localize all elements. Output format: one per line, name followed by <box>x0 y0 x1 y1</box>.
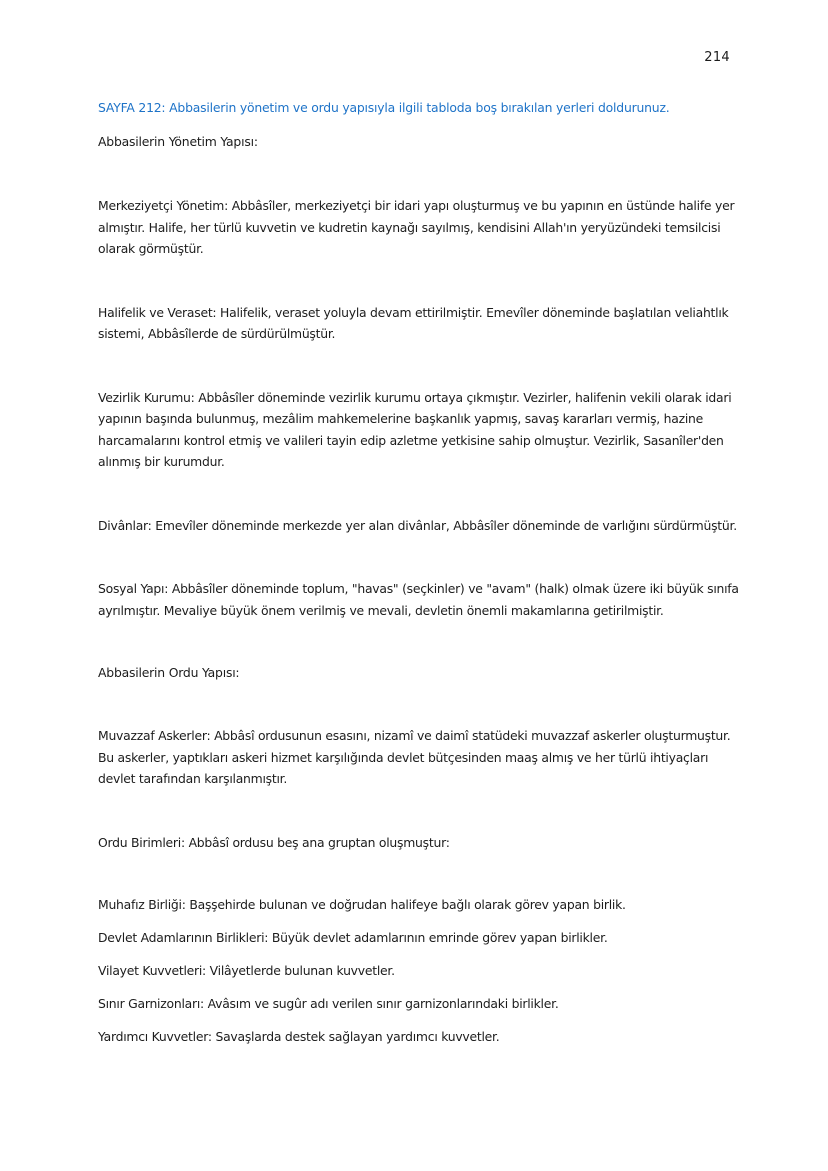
list-item-text: Avâsım ve sugûr adı verilen sınır garnizonlarındaki birlikler. <box>203 996 559 1011</box>
paragraph-divans <box>98 515 748 537</box>
list-item-lead: Muhafız Birliği: <box>98 897 186 912</box>
list-item-lead: Sınır Garnizonları: <box>98 996 204 1011</box>
paragraph-army-units <box>98 832 748 854</box>
paragraph-professional-soldiers <box>98 725 748 790</box>
paragraph-lead: Halifelik ve Veraset: <box>98 304 217 320</box>
paragraph-lead: Divânlar: <box>98 517 152 533</box>
list-item-text: Başşehirde bulunan ve doğrudan halifeye bağlı olarak görev yapan birlik. <box>185 897 626 912</box>
paragraph-lead: Merkeziyetçi Yönetim: <box>98 198 228 213</box>
list-item-text: Vilâyetlerde bulunan kuvvetler. <box>205 963 395 978</box>
paragraph-lead: Vezirlik Kurumu: <box>98 389 195 405</box>
list-item-lead: Yardımcı Kuvvetler: <box>98 1029 212 1044</box>
paragraph-text: Abbâsîler döneminde toplum, "havas" (seçkinler) ve "avam" (halk) olmak üzere iki büyük sınıfa ayrılmıştır. Mevaliye büyük önem verilmiş ve mevali, devletin önemli makamlarına getirilmiştir. <box>98 581 739 618</box>
document-body <box>98 98 748 1047</box>
paragraph-lead: Sosyal Yapı: <box>98 581 169 596</box>
list-item <box>98 928 748 948</box>
list-item <box>98 994 748 1014</box>
page-number: 214 <box>704 50 730 65</box>
list-item <box>98 895 748 915</box>
task-instruction: SAYFA 212: Abbasilerin yönetim ve ordu yapısıyla ilgili tabloda boş bırakılan yerleri doldurunuz. <box>98 100 670 115</box>
paragraph-text: Abbâsî ordusu beş ana gruptan oluşmuştur: <box>184 834 450 850</box>
paragraph-lead: Ordu Birimleri: <box>98 834 185 850</box>
list-item <box>98 961 748 981</box>
army-units-list <box>98 895 748 1047</box>
paragraph-caliphate-succession <box>98 302 748 345</box>
paragraph-vizierate <box>98 387 748 473</box>
list-item-lead: Devlet Adamlarının Birlikleri: <box>98 930 269 945</box>
list-item-lead: Vilayet Kuvvetleri: <box>98 963 206 978</box>
list-item-text: Büyük devlet adamlarının emrinde görev yapan birlikler. <box>268 930 608 945</box>
paragraph-text: Halifelik, veraset yoluyla devam ettirilmiştir. Emevîler döneminde başlatılan veliahtlık sistemi, Abbâsîlerde de sürdürülmüştür. <box>98 304 729 341</box>
paragraph-text: Abbâsîler döneminde vezirlik kurumu ortaya çıkmıştır. Vezirler, halifenin vekili olarak idari yapının başında bulunmuş, mezâlim mahkemelerine başkanlık yapmış, savaş kararları vermiş, hazine harcamalarını kontrol etmiş ve valileri tayin edip azletme yetkisine sahip olmuştur. Vezirlik, Sasanîler'den alınmış bir kurumdur. <box>98 389 732 469</box>
paragraph-social-structure <box>98 578 748 621</box>
list-item-text: Savaşlarda destek sağlayan yardımcı kuvvetler. <box>211 1029 500 1044</box>
paragraph-text: Abbâsî ordusunun esasını, nizamî ve daimî statüdeki muvazzaf askerler oluşturmuştur. Bu askerler, yaptıkları askeri hizmet karşılığında devlet bütçesinden maaş almış ve her türlü ihtiyaçları devlet tarafından karşılanmıştır. <box>98 728 731 786</box>
paragraph-text: Emevîler döneminde merkezde yer alan divânlar, Abbâsîler döneminde de varlığını sürdürmüştür. <box>151 517 737 533</box>
section-heading-army: Abbasilerin Ordu Yapısı: <box>98 665 240 680</box>
section-heading-administration: Abbasilerin Yönetim Yapısı: <box>98 134 258 149</box>
paragraph-text: Abbâsîler, merkeziyetçi bir idari yapı oluşturmuş ve bu yapının en üstünde halife yer almıştır. Halife, her türlü kuvvetin ve kudretin kaynağı sayılmış, kendisini Allah'ın yeryüzündeki temsilcisi olarak görmüştür. <box>98 198 735 256</box>
paragraph-centralized-administration <box>98 195 748 260</box>
list-item <box>98 1027 748 1047</box>
paragraph-lead: Muvazzaf Askerler: <box>98 728 211 743</box>
